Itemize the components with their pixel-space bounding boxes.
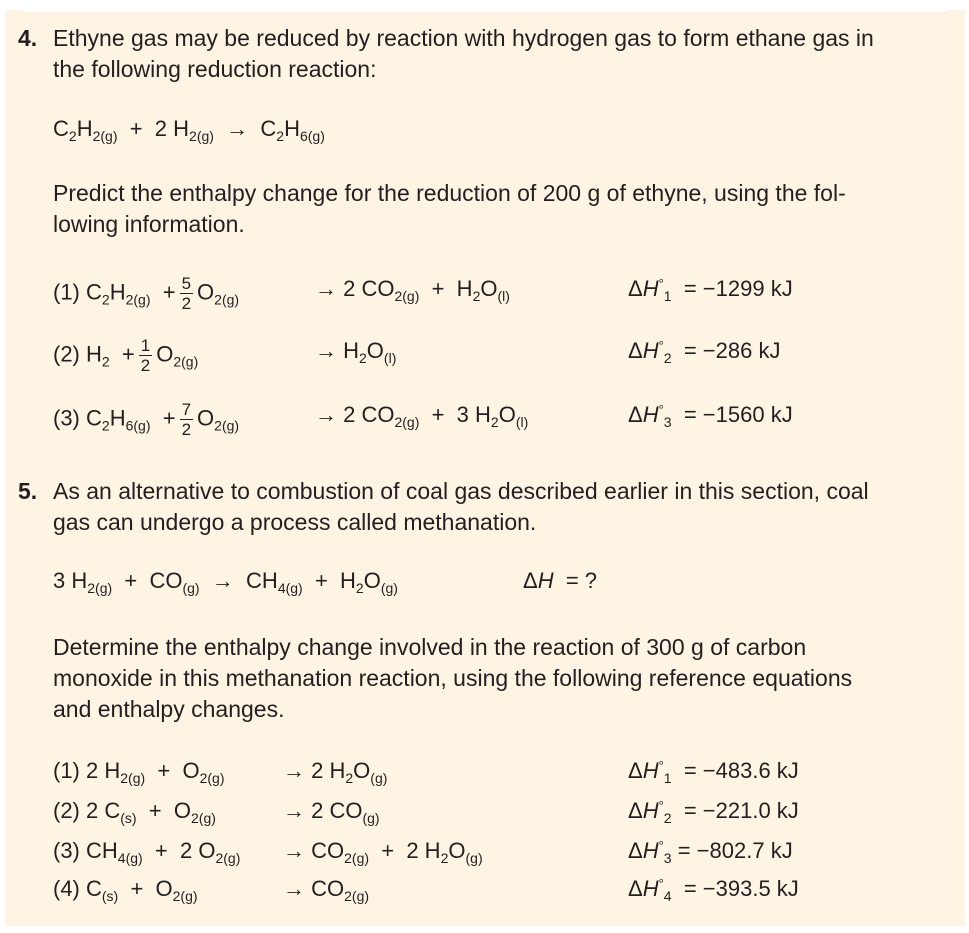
question-5-number: 5.	[18, 478, 38, 504]
equation-label: (1)	[53, 279, 80, 305]
top-rule	[23, 10, 947, 12]
enthalpy-value: = −1299 kJ	[683, 276, 793, 301]
enthalpy-value: = −483.6 kJ	[683, 758, 799, 783]
question-4-main-equation: $C_2H_{2(g)} + 2$ $H_{2(g)} \to C_2H_{6(g)}$	[53, 116, 325, 144]
equation-label: (2)	[53, 798, 80, 823]
question-4-equation-3-reactants: (3) $C_2H_{6(g)}$ + $\frac{7}{2}$ $O_{2(g)}$	[53, 400, 240, 439]
question-5-determine-line3: and enthalpy changes.	[53, 696, 285, 722]
question-4-equation-2-enthalpy: $\Delta H^\circ_2 = -286$ kJ	[628, 338, 781, 366]
question-4-equation-1-enthalpy: $\Delta H^\circ_1 = -1299$ kJ	[628, 276, 793, 304]
textbook-page	[5, 10, 965, 926]
question-4-equation-3-enthalpy: $\Delta H^\circ_3 = -1560$ kJ	[628, 402, 793, 430]
question-4-text-line1: Ethyne gas may be reduced by reaction with hydrogen gas to form ethane gas in	[53, 25, 874, 51]
question-4-predict-line1: Predict the enthalpy change for the reduction of 200 g of ethyne, using the fol-	[53, 180, 846, 206]
question-5-main-equation: 3 $H_{2(g)} + CO_{(g)} \to CH_{4(g)} + H_2O_{(g)}$	[53, 568, 398, 596]
question-5-equation-3-products: → $CO_{2(g)} + 2$ $H_2O_{(g)}$	[283, 838, 483, 866]
question-4-equation-2-products: → $H_2O_{(l)}$	[315, 338, 397, 366]
question-5-equation-4-enthalpy: $\Delta H^\circ_4 = -393.5$ kJ	[628, 876, 799, 904]
equation-label: (3)	[53, 838, 80, 863]
question-4-predict-line2: lowing information.	[53, 211, 245, 237]
question-5-equation-4-reactants: (4) $C_{(s)} + O_{2(g)}$	[53, 876, 198, 904]
question-4-equation-2-reactants: (2) $H_2$ + $\frac{1}{2}$ $O_{2(g)}$	[53, 336, 199, 375]
equation-label: (4)	[53, 876, 80, 901]
enthalpy-value: = −802.7 kJ	[677, 838, 793, 863]
question-5-equation-2-enthalpy: $\Delta H^\circ_2 = -221.0$ kJ	[628, 798, 799, 826]
question-4-equation-1-products: → 2 $CO_{2(g)} + H_2O_{(l)}$	[315, 276, 510, 304]
question-4-equation-1-reactants: (1) $C_2H_{2(g)}$ + $\frac{5}{2}$ $O_{2(g)}$	[53, 274, 240, 313]
question-5-equation-2-products: → 2 $CO_{(g)}$	[283, 798, 380, 826]
question-5-equation-3-reactants: (3) $CH_{4(g)} + 2$ $O_{2(g)}$	[53, 838, 241, 866]
question-4-equation-3-products: → 2 $CO_{2(g)} + 3$ $H_2O_{(l)}$	[315, 402, 529, 430]
question-4-text-line2: the following reduction reaction:	[53, 56, 377, 82]
question-5-determine-line1: Determine the enthalpy change involved in the reaction of 300 g of carbon	[53, 634, 807, 660]
question-5-equation-1-products: → 2 $H_2O_{(g)}$	[283, 758, 388, 786]
equation-label: (2)	[53, 341, 80, 367]
enthalpy-value: = −1560 kJ	[683, 402, 793, 427]
question-5-equation-1-enthalpy: $\Delta H^\circ_1 = -483.6$ kJ	[628, 758, 799, 786]
equation-label: (3)	[53, 405, 80, 431]
question-5-main-enthalpy: ΔH = ?	[523, 568, 598, 593]
question-4-number: 4.	[18, 25, 38, 51]
enthalpy-value: = −286 kJ	[683, 338, 781, 363]
enthalpy-value: = −393.5 kJ	[683, 876, 799, 901]
equation-label: (1)	[53, 758, 80, 783]
enthalpy-value: = ?	[565, 568, 598, 593]
question-5-equation-3-enthalpy: $\Delta H^\circ_3 = -802.7$ kJ	[628, 838, 793, 866]
question-5-equation-1-reactants: (1) 2 $H_{2(g)} + O_{2(g)}$	[53, 758, 225, 786]
enthalpy-value: = −221.0 kJ	[683, 798, 799, 823]
question-5-text-line2: gas can undergo a process called methanation.	[53, 509, 537, 535]
question-5-equation-4-products: → $CO_{2(g)}$	[283, 876, 370, 904]
question-5-determine-line2: monoxide in this methanation reaction, using the following reference equations	[53, 665, 853, 691]
question-5-equation-2-reactants: (2) 2 $C_{(s)} + O_{2(g)}$	[53, 798, 216, 826]
question-5-text-line1: As an alternative to combustion of coal gas described earlier in this section, coal	[53, 478, 869, 504]
